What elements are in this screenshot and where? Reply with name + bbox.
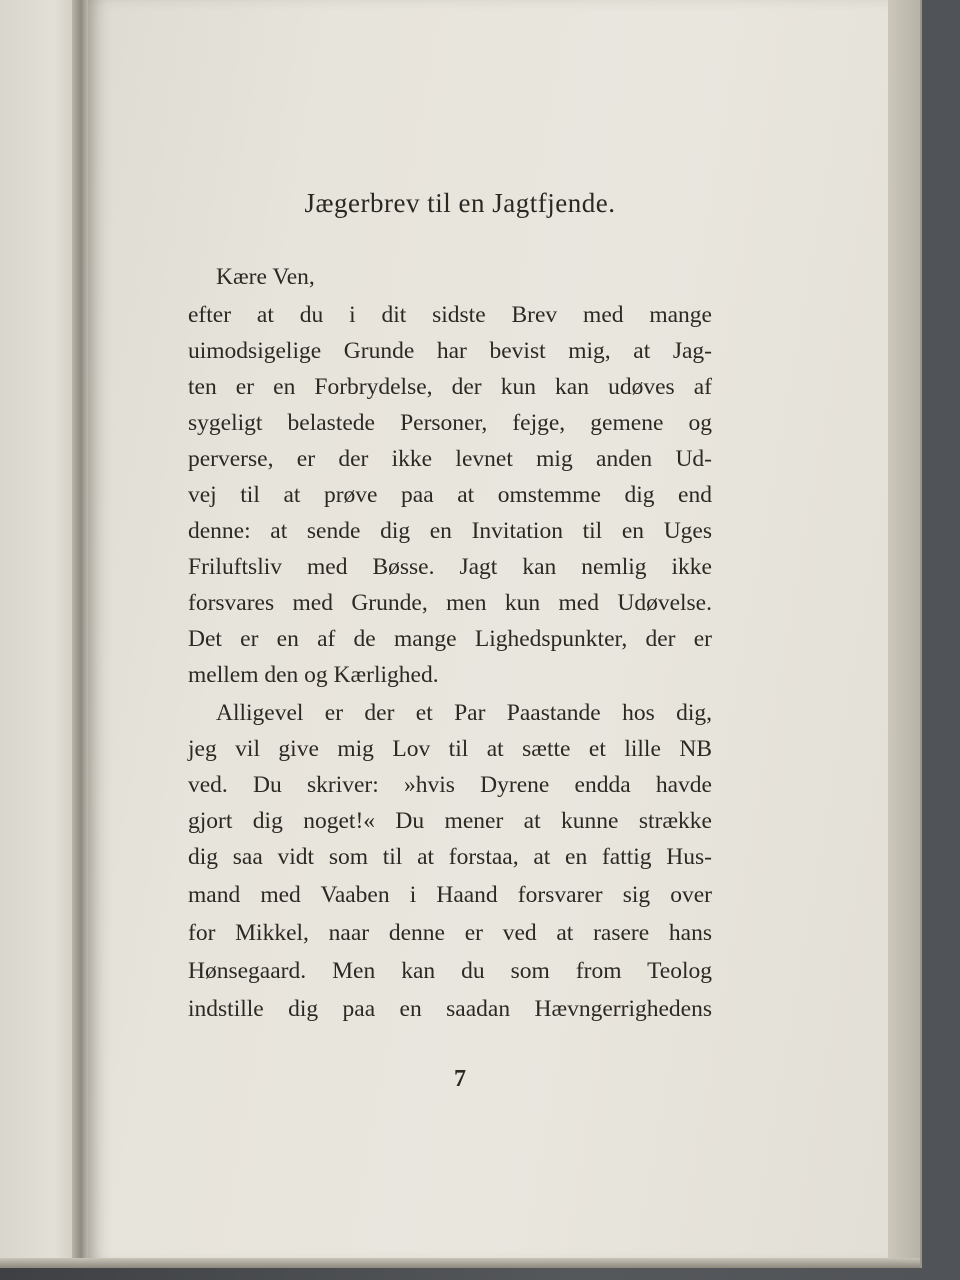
text-line: Alligevel er der et Par Paastande hos dig, <box>216 700 712 726</box>
text-line: sygeligt belastede Personer, fejge, gemene og <box>188 410 712 436</box>
text-line: dig saa vidt som til at forstaa, at en fattig Hus- <box>188 844 712 870</box>
text-line: efter at du i dit sidste Brev med mange <box>188 302 712 328</box>
text-line: vej til at prøve paa at omstemme dig end <box>188 482 712 508</box>
left-page-edge <box>0 0 78 1262</box>
salutation-line: Kære Ven, <box>216 264 315 290</box>
text-line: Det er en af de mange Lighedspunkter, der er <box>188 626 712 652</box>
text-line: gjort dig noget!« Du mener at kunne strække <box>188 808 712 834</box>
book-bottom-edge <box>0 1258 920 1268</box>
text-line: mand med Vaaben i Haand forsvarer sig over <box>188 882 712 908</box>
text-line: jeg vil give mig Lov til at sætte et lille NB <box>188 736 712 762</box>
text-line: for Mikkel, naar denne er ved at rasere hans <box>188 920 712 946</box>
text-line: forsvares med Grunde, men kun med Udøvelse. <box>188 590 712 616</box>
text-line: ten er en Forbrydelse, der kun kan udøves af <box>188 374 712 400</box>
text-line: Hønsegaard. Men kan du som from Teolog <box>188 958 712 984</box>
text-line: ved. Du skriver: »hvis Dyrene endda havde <box>188 772 712 798</box>
chapter-title: Jægerbrev til en Jagtfjende. <box>304 188 616 218</box>
text-line: indstille dig paa en saadan Hævngerrighedens <box>188 996 712 1022</box>
text-line: perverse, er der ikke levnet mig anden Ud- <box>188 446 712 472</box>
page-number: 7 <box>454 1066 466 1092</box>
text-line: mellem den og Kærlighed. <box>188 662 439 688</box>
text-line: Friluftsliv med Bøsse. Jagt kan nemlig ikke <box>188 554 712 580</box>
text-line: denne: at sende dig en Invitation til en Uges <box>188 518 712 544</box>
text-line: uimodsigelige Grunde har bevist mig, at Jag- <box>188 338 712 364</box>
